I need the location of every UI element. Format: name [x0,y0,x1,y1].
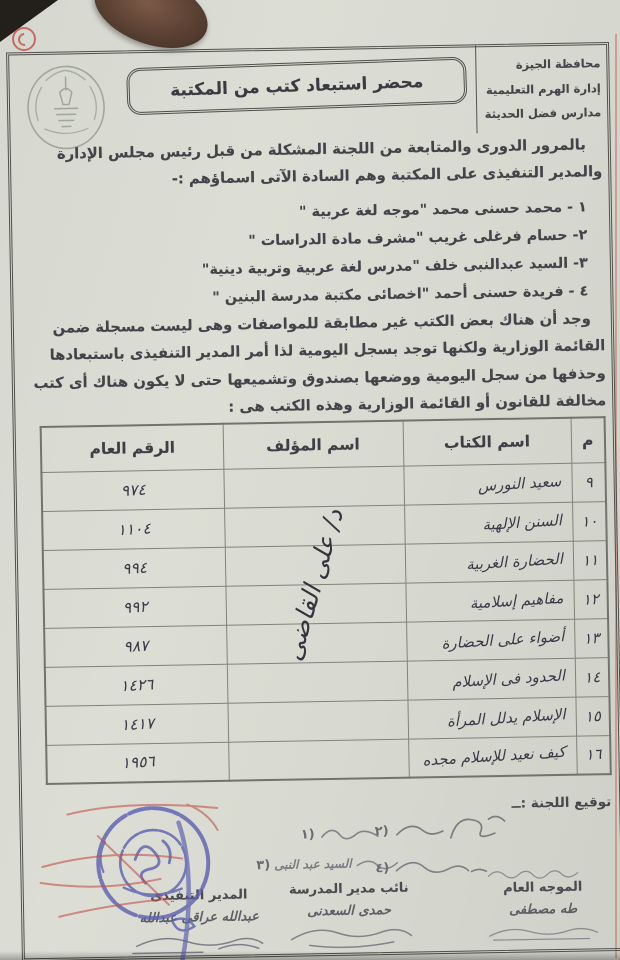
member-item-4: ٤ - فريدة حسنى أحمد "اخصائى مكتبة مدرسة البنين " [212,283,589,307]
cell-author [228,739,409,781]
official-name: عبدالله عراقى عبدالله [139,909,260,927]
org-line-schools: مدارس فضل الحديثة [484,105,602,122]
signature-3-label: ٣) [256,857,271,873]
cell-author [227,700,408,742]
cell-author [224,505,405,547]
letterhead-divider [475,45,478,133]
cell-serial: ١٥ [575,696,610,736]
diagonal-author-note: د/ على القاضى [277,505,349,664]
document-title: محضر استبعاد كتب من المكتبة [169,71,424,101]
letterhead-org-block [480,51,601,127]
cell-author [223,466,404,508]
cell-serial: ١٢ [573,579,608,619]
committee-members-list [22,193,589,315]
official-title: نائب مدير المدرسة [288,880,409,898]
org-line-administration: إدارة الهرم التعليمية [485,80,601,97]
cell-serial: ٩ [571,462,606,502]
signature-scribble [318,821,380,846]
col-header-general-number: الرقم العام [41,424,224,472]
cell-number: ١٤٢٦ [45,664,228,706]
body-paragraph: وجد أن هناك بعض الكتب غير مطابقة للمواصفات وهى ليست مسجلة ضمن القائمة الوزارية ولكنها توجد بسجل اليومية لذا أمر المدير التنفيذى باستبعادها وحذفها من سجل اليومية ووضعها بصندوق وتشميعها حتى لا يكون هناك أى كتب مخالفة للقانون أو القائمة الوزارية وهذه الكتب هى : [33,310,607,416]
col-header-serial: م [571,417,606,463]
member-item-2: ٢- حسام فرغلى غريب "مشرف مادة الدراسات " [248,227,588,250]
signature-scribble [393,853,489,881]
cell-serial: ١١ [573,540,608,580]
cell-book: سعيد النورس [403,463,572,505]
official-name: طه مصطفى [508,901,578,918]
col-header-author-name: اسم المؤلف [223,421,404,469]
signature-scribble [392,811,511,849]
cell-author [227,661,408,703]
cell-book: الحدود فى الإسلام [407,658,576,700]
committee-signature-label: توقيع اللجنة :ــ [511,794,612,812]
cell-serial: ١٦ [576,735,611,775]
official-block-general-supervisor [476,879,611,948]
cell-book: السنن الإلهية [404,502,573,544]
cell-serial: ١٤ [575,657,610,697]
cell-number: ١٩٥٦ [46,742,229,784]
intro-paragraph: بالمرور الدورى والمتابعة من اللجنة المشكلة من قبل رئيس مجلس الإدارة والمدير التنفيذى على المكتبة وهم السادة الآتى اسماؤهم :- [56,136,603,189]
document-frame [6,42,620,960]
committee-signature-2 [374,811,510,849]
document-title-box [126,57,467,116]
signature-1-label: ١) [300,826,315,842]
col-header-book-name: اسم الكتاب [403,418,572,466]
signature-2-label: ٢) [374,823,389,839]
official-title: الموجه العام [503,879,583,896]
cell-author [225,544,406,586]
cell-serial: ١٣ [574,618,609,658]
cell-number: ٩٨٧ [44,625,227,667]
cell-book: مفاهيم إسلامية [405,580,574,622]
cell-number: ١١٠٤ [42,508,225,550]
member-item-1: ١ - محمد حسنى محمد "موجه لغة عربية " [298,199,588,221]
cell-author [225,583,406,625]
cell-number: ٩٧٤ [41,469,224,511]
cell-author [226,622,407,664]
committee-signature-1 [301,821,381,846]
cell-book: الإسلام يدلل المرأة [407,697,576,739]
cell-number: ١٤١٧ [46,703,229,745]
cell-book: كيف نعيد للإسلام مجده [408,736,577,778]
bottom-edge-shadow [0,951,620,960]
cell-book: أضواء على الحضارة [406,619,575,661]
signature-scribble [279,917,420,949]
excluded-books-table [40,416,612,785]
committee-signature-4 [375,853,489,881]
cell-serial: ١٠ [572,501,607,541]
signature-4-label: ٤) [375,860,390,876]
cell-number: ٩٩٤ [43,547,226,589]
signature-scribble [483,916,603,944]
official-stamp-icon [74,800,237,960]
official-block-deputy-principal [267,880,432,954]
member-item-3: ٣- السيد عبدالنبى خلف "مدرس لغة عربية وتربية دينية" [201,255,589,279]
org-line-governorate: محافظة الجيزة [515,56,601,72]
signature-3-name: السيد عبد النبى [274,856,352,872]
cell-book: الحضارة الغربية [405,541,574,583]
official-title: المدير التنفيذى [150,887,248,905]
red-circle-mark-icon [12,27,36,51]
official-name: حمدى السعدنى [307,902,392,920]
cell-number: ٩٩٢ [43,586,226,628]
